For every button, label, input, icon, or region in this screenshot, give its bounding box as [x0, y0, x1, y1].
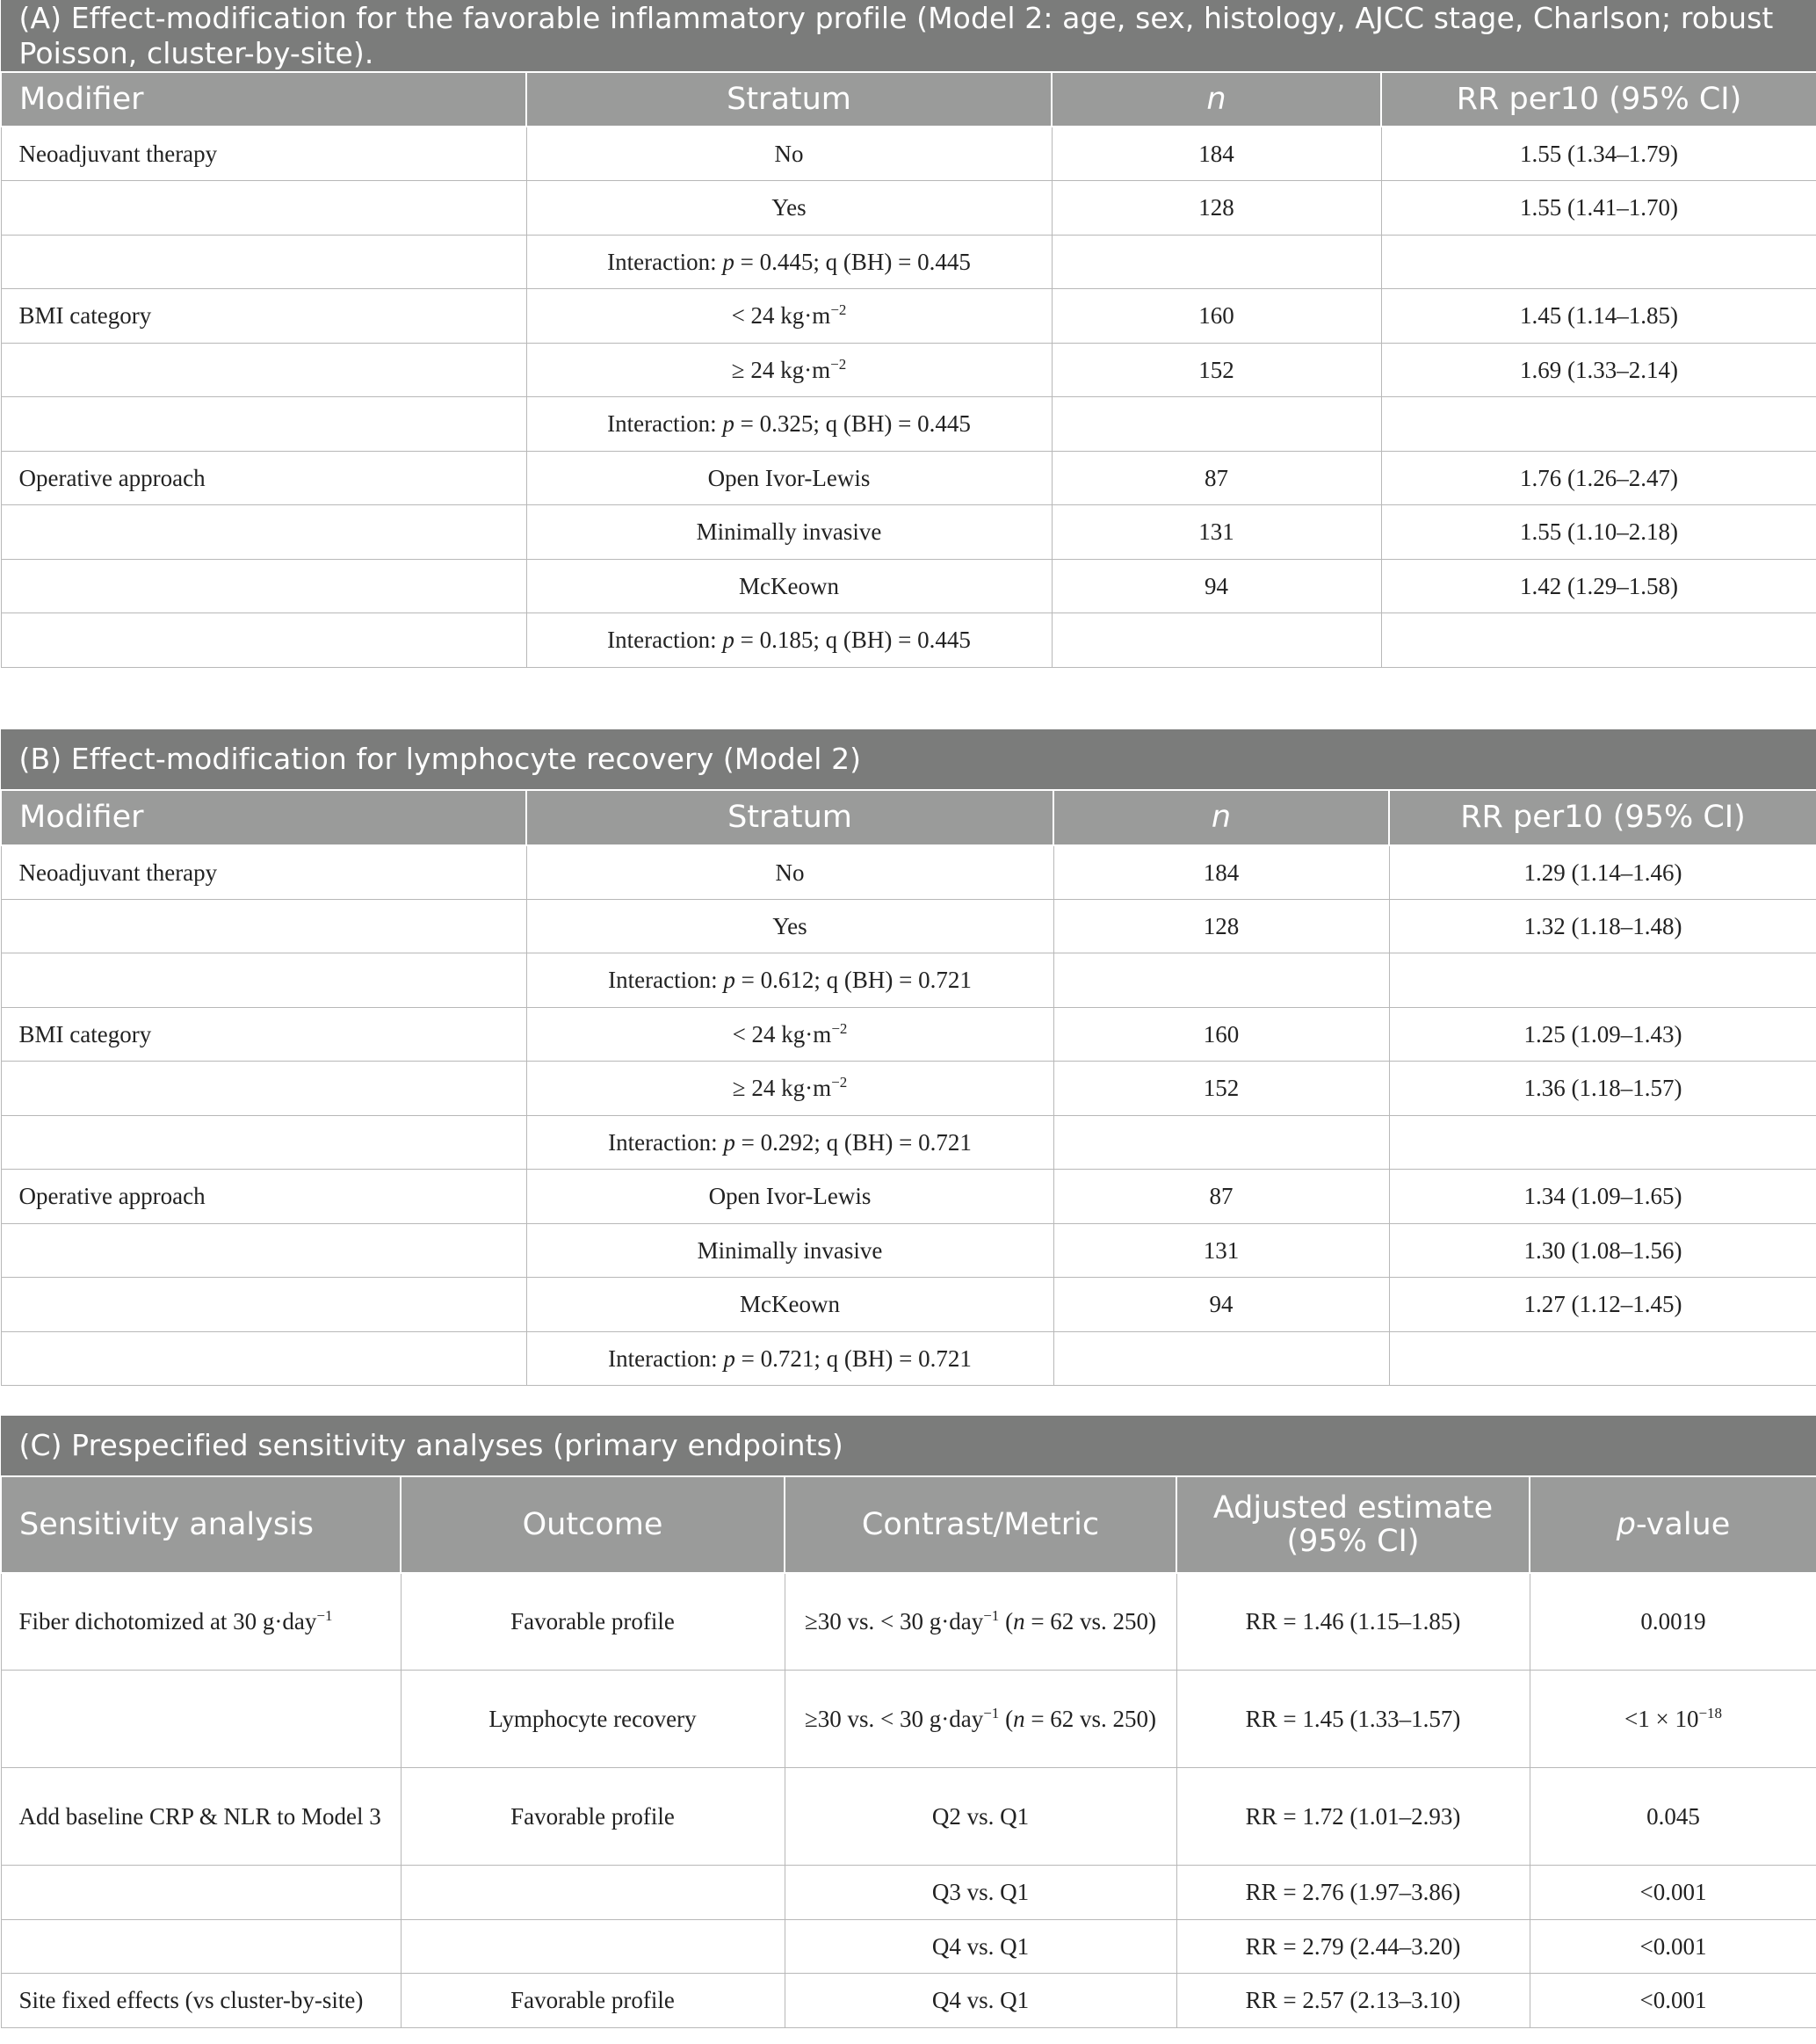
- header-stratum: Stratum: [526, 790, 1053, 845]
- table-row: [1, 613, 1816, 668]
- header-n: n: [1053, 790, 1389, 845]
- table-c-cell: $<1 \times 10^{-18}$: [1530, 1671, 1816, 1768]
- table-a-cell: [1381, 235, 1816, 289]
- table-a-cell: McKeown: [526, 559, 1052, 613]
- table-a-cell: < 24 $kg\cdot m^{-2}$: [526, 289, 1052, 344]
- table-a-cell: 152: [1052, 343, 1381, 397]
- table-a-cell: Operative approach: [1, 451, 526, 505]
- table-b-cell: [1, 1278, 526, 1332]
- table-row: [1, 1331, 1816, 1386]
- header-sensitivity-analysis: Sensitivity analysis: [1, 1476, 401, 1573]
- table-row: [1, 1768, 1816, 1866]
- table-a-cell: [1381, 613, 1816, 668]
- table-a-cell: 1.69 (1.33–2.14): [1381, 343, 1816, 397]
- table-c-cell: RR = 2.76 (1.97–3.86): [1176, 1866, 1530, 1920]
- table-b-cell: [1, 1062, 526, 1116]
- table-c-cell: [401, 1866, 785, 1920]
- table-b-cell: BMI category: [1, 1007, 526, 1062]
- table-a-cell: 1.76 (1.26–2.47): [1381, 451, 1816, 505]
- header-n: n: [1052, 72, 1381, 127]
- table-a-cell: [1, 397, 526, 452]
- table-b-cell: 128: [1053, 899, 1389, 953]
- table-row: [1, 451, 1816, 505]
- table-row: [1, 953, 1816, 1008]
- header-p-value: p-value: [1530, 1476, 1816, 1573]
- table-row: [1, 1573, 1816, 1671]
- table-row: [1, 1278, 1816, 1332]
- table-a-cell: [1381, 397, 1816, 452]
- table-row: [1, 1919, 1816, 1974]
- table-a-cell: [1, 559, 526, 613]
- table-b-cell: 1.30 (1.08–1.56): [1389, 1223, 1816, 1278]
- table-c-cell: <0.001: [1530, 1919, 1816, 1974]
- table-a-cell: 184: [1052, 127, 1381, 181]
- table-a-cell: ≥ 24 $kg\cdot m^{-2}$: [526, 343, 1052, 397]
- table-a-header-row: [1, 72, 1816, 127]
- table-a-cell: [1052, 235, 1381, 289]
- table-c-cell: RR = 1.45 (1.33–1.57): [1176, 1671, 1530, 1768]
- table-c-caption: (C) Prespecified sensitivity analyses (primary endpoints): [1, 1417, 1816, 1476]
- table-a-cell: 1.55 (1.10–2.18): [1381, 505, 1816, 560]
- table-row: [1, 899, 1816, 953]
- table-a-cell: 1.55 (1.41–1.70): [1381, 181, 1816, 236]
- table-a-cell: 87: [1052, 451, 1381, 505]
- table-c-cell: Favorable profile: [401, 1974, 785, 2028]
- table-row: [1, 1866, 1816, 1920]
- table-c-cell: <0.001: [1530, 1866, 1816, 1920]
- table-c-header-row: [1, 1476, 1816, 1573]
- table-c: [0, 1416, 1816, 2028]
- header-modifier: Modifier: [1, 790, 526, 845]
- table-a-cell: Minimally invasive: [526, 505, 1052, 560]
- table-b-cell: Minimally invasive: [526, 1223, 1053, 1278]
- table-a-cell: 160: [1052, 289, 1381, 344]
- header-modifier: Modifier: [1, 72, 526, 127]
- table-b-cell: 131: [1053, 1223, 1389, 1278]
- table-b-cell: ≥ 24 $kg\cdot m^{-2}$: [526, 1062, 1053, 1116]
- table-b-cell: Interaction: p = 0.721; q (BH) = 0.721: [526, 1331, 1053, 1386]
- table-a-cell: Interaction: p = 0.325; q (BH) = 0.445: [526, 397, 1052, 452]
- table-c-cell: Favorable profile: [401, 1573, 785, 1671]
- table-b-cell: [1053, 1115, 1389, 1170]
- table-a-cell: BMI category: [1, 289, 526, 344]
- table-a-cell: No: [526, 127, 1052, 181]
- table-c-cell: [1, 1919, 401, 1974]
- table-b-cell: 1.27 (1.12–1.45): [1389, 1278, 1816, 1332]
- table-row: [1, 235, 1816, 289]
- table-b-cell: Interaction: p = 0.612; q (BH) = 0.721: [526, 953, 1053, 1008]
- table-c-cell: Q2 vs. Q1: [785, 1768, 1176, 1866]
- table-b-cell: No: [526, 845, 1053, 900]
- table-b-cell: 1.25 (1.09–1.43): [1389, 1007, 1816, 1062]
- table-c-cell: RR = 1.72 (1.01–2.93): [1176, 1768, 1530, 1866]
- table-b-cell: Operative approach: [1, 1170, 526, 1224]
- table-b-cell: [1, 1223, 526, 1278]
- table-row: [1, 289, 1816, 344]
- table-b-cell: [1389, 1331, 1816, 1386]
- header-outcome: Outcome: [401, 1476, 785, 1573]
- table-c-cell: 0.0019: [1530, 1573, 1816, 1671]
- table-c-cell: Q3 vs. Q1: [785, 1866, 1176, 1920]
- table-b-cell: 87: [1053, 1170, 1389, 1224]
- table-a-cell: Interaction: p = 0.445; q (BH) = 0.445: [526, 235, 1052, 289]
- table-b-cell: 1.29 (1.14–1.46): [1389, 845, 1816, 900]
- table-b-caption: (B) Effect-modification for lymphocyte recovery (Model 2): [1, 730, 1816, 790]
- table-a-caption: (A) Effect-modification for the favorable inflammatory profile (Model 2: age, sex, histology, AJCC stage, Charlson; robust Poisson, cluster-by-site).: [1, 1, 1816, 73]
- table-b-cell: < 24 $kg\cdot m^{-2}$: [526, 1007, 1053, 1062]
- table-a-cell: [1, 613, 526, 668]
- table-b-cell: 94: [1053, 1278, 1389, 1332]
- table-row: [1, 845, 1816, 900]
- table-b-cell: McKeown: [526, 1278, 1053, 1332]
- table-a-cell: [1052, 613, 1381, 668]
- table-c-cell: ≥30 vs. < 30 g·day$^{-1}$ (n = 62 vs. 250): [785, 1573, 1176, 1671]
- table-c-cell: Lymphocyte recovery: [401, 1671, 785, 1768]
- header-contrast-metric: Contrast/Metric: [785, 1476, 1176, 1573]
- table-row: [1, 1223, 1816, 1278]
- table-row: [1, 397, 1816, 452]
- table-b-cell: Neoadjuvant therapy: [1, 845, 526, 900]
- table-b-cell: 1.34 (1.09–1.65): [1389, 1170, 1816, 1224]
- table-a-cell: Yes: [526, 181, 1052, 236]
- table-a-cell: Interaction: p = 0.185; q (BH) = 0.445: [526, 613, 1052, 668]
- table-a-cell: [1, 343, 526, 397]
- table-c-cell: Q4 vs. Q1: [785, 1974, 1176, 2028]
- table-b: [0, 729, 1816, 1386]
- table-c-cell: Add baseline CRP & NLR to Model 3: [1, 1768, 401, 1866]
- table-a-cell: Open Ivor-Lewis: [526, 451, 1052, 505]
- table-b-cell: Interaction: p = 0.292; q (BH) = 0.721: [526, 1115, 1053, 1170]
- table-b-cell: 1.32 (1.18–1.48): [1389, 899, 1816, 953]
- table-b-cell: [1, 1331, 526, 1386]
- header-rr: RR per10 (95% CI): [1381, 72, 1816, 127]
- table-a-cell: 1.55 (1.34–1.79): [1381, 127, 1816, 181]
- table-a-cell: Neoadjuvant therapy: [1, 127, 526, 181]
- table-a-cell: [1, 505, 526, 560]
- table-b-cell: [1053, 953, 1389, 1008]
- table-a-cell: 1.45 (1.14–1.85): [1381, 289, 1816, 344]
- table-row: [1, 181, 1816, 236]
- table-c-cell: <0.001: [1530, 1974, 1816, 2028]
- table-b-cell: Open Ivor-Lewis: [526, 1170, 1053, 1224]
- table-row: [1, 1671, 1816, 1768]
- table-row: [1, 1062, 1816, 1116]
- table-c-cell: RR = 2.79 (2.44–3.20): [1176, 1919, 1530, 1974]
- table-b-header-row: [1, 790, 1816, 845]
- table-b-cell: [1, 953, 526, 1008]
- table-a-cell: [1052, 397, 1381, 452]
- table-b-cell: [1, 1115, 526, 1170]
- table-c-cell: Fiber dichotomized at 30 g·day$^{-1}$: [1, 1573, 401, 1671]
- table-row: [1, 505, 1816, 560]
- table-row: [1, 127, 1816, 181]
- table-b-cell: [1389, 1115, 1816, 1170]
- table-row: [1, 559, 1816, 613]
- table-b-cell: Yes: [526, 899, 1053, 953]
- header-stratum: Stratum: [526, 72, 1052, 127]
- table-row: [1, 1974, 1816, 2028]
- table-a-cell: 128: [1052, 181, 1381, 236]
- table-c-cell: [1, 1866, 401, 1920]
- table-b-cell: 1.36 (1.18–1.57): [1389, 1062, 1816, 1116]
- table-row: [1, 1170, 1816, 1224]
- table-b-cell: 184: [1053, 845, 1389, 900]
- table-a-cell: [1, 235, 526, 289]
- table-c-cell: RR = 1.46 (1.15–1.85): [1176, 1573, 1530, 1671]
- header-rr: RR per10 (95% CI): [1389, 790, 1816, 845]
- table-c-cell: 0.045: [1530, 1768, 1816, 1866]
- table-b-cell: 160: [1053, 1007, 1389, 1062]
- table-c-cell: RR = 2.57 (2.13–3.10): [1176, 1974, 1530, 2028]
- table-row: [1, 343, 1816, 397]
- table-c-cell: [401, 1919, 785, 1974]
- table-c-cell: Q4 vs. Q1: [785, 1919, 1176, 1974]
- table-b-cell: [1389, 953, 1816, 1008]
- table-c-cell: Favorable profile: [401, 1768, 785, 1866]
- table-b-cell: [1053, 1331, 1389, 1386]
- table-a-cell: 1.42 (1.29–1.58): [1381, 559, 1816, 613]
- table-c-cell: ≥30 vs. < 30 g·day$^{-1}$ (n = 62 vs. 250): [785, 1671, 1176, 1768]
- table-row: [1, 1007, 1816, 1062]
- table-a: [0, 0, 1816, 668]
- table-c-cell: [1, 1671, 401, 1768]
- table-a-cell: [1, 181, 526, 236]
- table-c-cell: Site fixed effects (vs cluster-by-site): [1, 1974, 401, 2028]
- table-b-cell: [1, 899, 526, 953]
- table-a-cell: 131: [1052, 505, 1381, 560]
- table-row: [1, 1115, 1816, 1170]
- header-adjusted-estimate: Adjusted estimate (95% CI): [1176, 1476, 1530, 1573]
- table-a-cell: 94: [1052, 559, 1381, 613]
- table-b-cell: 152: [1053, 1062, 1389, 1116]
